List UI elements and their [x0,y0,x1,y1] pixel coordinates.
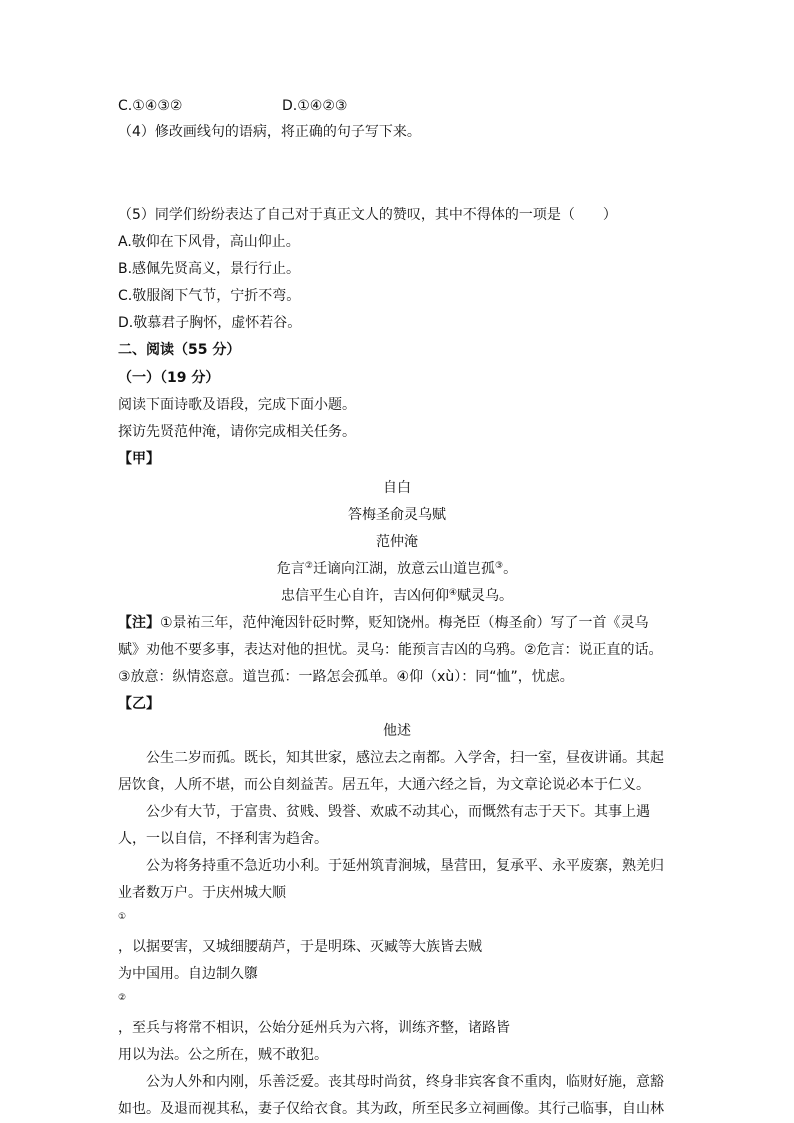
note-text-1: ①景祐三年，范仲淹因针砭时弊，贬知饶州。梅尧臣（梅圣俞）写了一首《灵乌 [160,615,649,631]
question-5-option-d: D.敬慕君子胸怀，虚怀若谷。 [118,315,302,331]
note-line-3: ③放意：纵情恣意。道岂孤：一路怎会孤单。④仰（xù）：同“恤”，忧虑。 [118,669,574,685]
poem-title-1: 自白 [383,480,411,496]
note-line-2: 赋》劝他不要多事，表达对他的担忧。灵乌：能预言吉凶的乌鸦。②危言：说正直的话。 [118,642,663,658]
poem-line-2 [0,586,794,606]
sub-section-heading: （一）（19 分） [118,370,220,386]
prose-body [118,745,678,1123]
question-5-prompt: （5）同学们纷纷表达了自己对于真正文人的赞叹，其中不得体的一项是（ ） [118,207,617,223]
poem-author: 范仲淹 [376,534,418,550]
footnote-marker-3: ③ [495,561,504,571]
question-5-option-a: A.敬仰在下风骨，高山仰止。 [118,234,300,250]
footnote-marker-2b: ② [118,993,127,1003]
task-intro: 探访先贤范仲淹，请你完成相关任务。 [118,424,356,440]
p3-line-2-b: ，以据要害，又城细腰葫芦，于是明珠、灭臧等大族皆去贼 [118,939,482,955]
p3-line-3-b: ，至兵与将常不相识，公始分延州兵为六将，训练齐整，诸路皆 [118,1020,510,1036]
poem-line-2-part-a: 忠信平生心自许，吉凶何仰 [280,588,449,604]
p4-line-2: 如也。及退而视其私，妻子仅给衣食。其为政，所至民多立祠画像。其行己临事，自山林 [118,1101,664,1117]
reading-intro: 阅读下面诗歌及语段，完成下面小题。 [118,397,356,413]
p2-line-1: 公少有大节，于富贵、贫贱、毁誉、欢戚不动其心，而慨然有志于天下。其事上遇 [146,804,650,820]
p2-line-2: 人，一以自信，不择利害为趋舍。 [118,831,328,847]
p3-line-2-a: 业者数万户。于庆州城大顺 [118,885,286,901]
p3-line-3 [118,961,678,1042]
footnote-marker-1: ① [118,912,127,922]
note-label: 【注】 [118,615,160,631]
poem-title-2: 答梅圣俞灵乌赋 [348,507,446,523]
p3-line-2 [118,880,678,961]
poem-line-1-part-b: 迁谪向江湖，放意云山道岂孤 [313,561,495,577]
p1-line-1: 公生二岁而孤。既长，知其世家，感泣去之南都。入学舍，扫一室，昼夜讲诵。其起 [146,750,664,766]
poem-line-1-part-c: 。 [503,561,518,577]
footnote-marker-2: ② [304,561,313,571]
question-4-prompt: （4）修改画线句的语病，将正确的句子写下来。 [118,124,421,140]
label-jia: 【甲】 [118,451,160,467]
note-line-1 [118,613,649,633]
footnote-marker-4: ④ [448,588,458,598]
poem-line-1-part-a: 危言 [276,561,305,577]
section-heading: 二、阅读（55 分） [118,342,241,358]
p3-line-1: 公为将务持重不急近功小利。于延州筑青涧城，垦营田，复承平、永平废寨，熟羌归 [146,858,664,874]
label-yi: 【乙】 [118,696,160,712]
question-5-option-b: B.感佩先贤高义，景行行止。 [118,261,301,277]
poem-line-1 [0,559,794,579]
p4-line-1: 公为人外和内刚，乐善泛爱。丧其母时尚贫，终身非宾客食不重肉，临财好施，意豁 [146,1074,664,1090]
p3-line-3-a: 为中国用。自边制久隳 [118,966,258,982]
p3-line-4: 用以为法。公之所在，贼不敢犯。 [118,1047,328,1063]
option-d: D.①④②③ [282,98,348,114]
question-5-option-c: C.敬服阁下气节，宁折不弯。 [118,288,301,304]
prose-title: 他述 [383,723,411,739]
option-c: C.①④③② [118,98,183,114]
poem-line-2-part-b: 赋灵乌。 [457,588,514,604]
p1-line-2: 居饮食，人所不堪，而公自刻益苦。居五年，大通六经之旨，为文章论说必本于仁义。 [118,777,650,793]
